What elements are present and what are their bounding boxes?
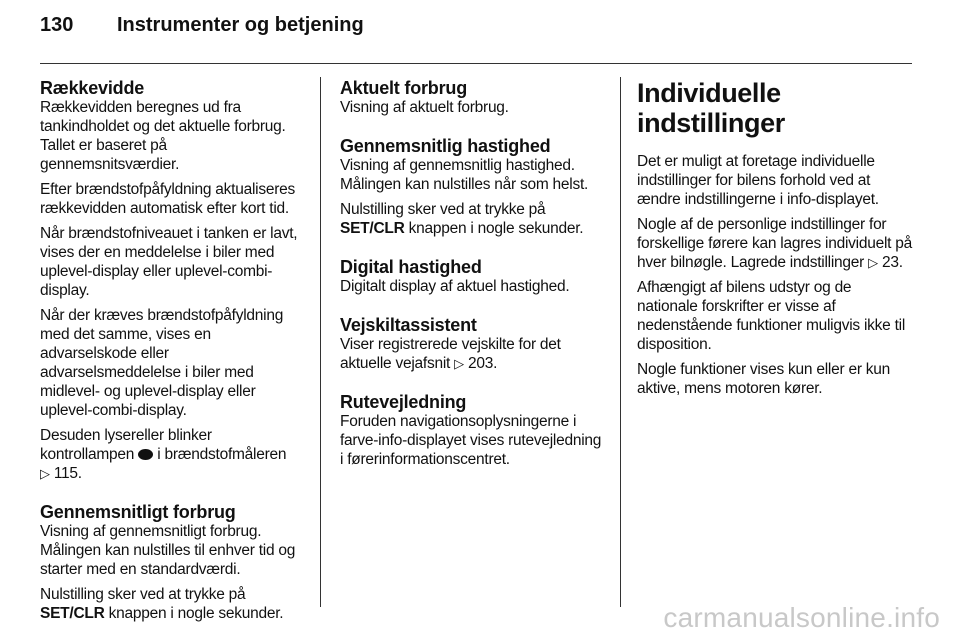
section-heading-individual-settings: Individuelle indstillinger xyxy=(637,78,785,138)
range-p5-ref[interactable]: 115. xyxy=(53,465,82,482)
column-3 xyxy=(637,78,915,404)
avg-consumption-paragraph-2 xyxy=(40,585,305,623)
section-heading-route-guidance: Rutevejledning xyxy=(340,392,467,412)
sign-assist-text: Viser registrerede vejskilte for det aktuelle vejafsnit xyxy=(340,336,561,372)
column-divider-1 xyxy=(320,77,321,607)
column-1 xyxy=(40,78,305,629)
avg-speed-paragraph-2 xyxy=(340,200,605,238)
set-clr-label: SET/CLR xyxy=(340,220,405,237)
avg-speed-p2-text: Nulstilling sker ved at trykke på xyxy=(340,201,546,218)
fuel-lamp-icon xyxy=(138,449,153,460)
sign-assist-paragraph xyxy=(340,335,605,373)
section-heading-avg-consumption: Gennemsnitligt forbrug xyxy=(40,502,236,522)
settings-paragraph-4: Nogle funktioner vises kun eller er kun aktive, mens motoren kører. xyxy=(637,361,891,397)
header-rule xyxy=(40,63,912,64)
range-paragraph-4: Når der kræves brændstofpåfyldning med det samme, vises en advarselskode eller advarselsmeddelelse i biler med midlevel- og uplevel-display eller uplevel-combi-display. xyxy=(40,307,284,419)
settings-paragraph-1: Det er muligt at foretage individuelle indstillinger for bilens forhold ved at ændre indstillingerne i info-displayet. xyxy=(637,153,879,208)
digital-speed-paragraph: Digitalt display af aktuel hastighed. xyxy=(340,278,570,295)
column-divider-2 xyxy=(620,77,621,607)
section-heading-digital-speed: Digital hastighed xyxy=(340,257,482,277)
settings-p2-text: Nogle af de personlige indstillinger for forskellige førere kan lagres individuelt på hver bilnøgle. Lagrede indstillinger xyxy=(637,216,913,271)
range-p5-text-after: i brændstofmåleren xyxy=(153,446,287,463)
page-number: 130 xyxy=(40,14,74,36)
range-p5-text: Desuden lysereller blinker kontrollampen xyxy=(40,427,212,463)
watermark: carmanualsonline.info xyxy=(663,602,940,633)
section-heading-sign-assist: Vejskiltassistent xyxy=(340,315,477,335)
page-title: Instrumenter og betjening xyxy=(117,14,364,36)
section-heading-current-consumption: Aktuelt forbrug xyxy=(340,78,467,98)
range-paragraph-5 xyxy=(40,426,305,483)
set-clr-label: SET/CLR xyxy=(40,605,105,622)
range-paragraph-1: Rækkevidden beregnes ud fra tankindholdet og det aktuelle forbrug. Tallet er baseret på gennemsnitsværdier. xyxy=(40,99,286,173)
avg-speed-paragraph-1: Visning af gennemsnitlig hastighed. Målingen kan nulstilles når som helst. xyxy=(340,157,589,193)
column-2 xyxy=(340,78,605,475)
avg-consumption-p2-text-after: knappen i nogle sekunder. xyxy=(104,605,284,622)
settings-paragraph-2 xyxy=(637,215,915,272)
avg-consumption-p2-text: Nulstilling sker ved at trykke på xyxy=(40,586,246,603)
arrow-ref-icon: ▷ xyxy=(40,466,50,481)
current-consumption-paragraph: Visning af aktuelt forbrug. xyxy=(340,99,509,116)
range-paragraph-2: Efter brændstofpåfyldning aktualiseres rækkevidden automatisk efter kort tid. xyxy=(40,181,296,217)
section-heading-avg-speed: Gennemsnitlig hastighed xyxy=(340,136,551,156)
settings-p2-ref[interactable]: 23. xyxy=(881,254,903,271)
route-guidance-paragraph: Foruden navigationsoplysningerne i farve-info-displayet vises rutevejledning i førerinformationscentret. xyxy=(340,413,602,468)
avg-speed-p2-text-after: knappen i nogle sekunder. xyxy=(404,220,584,237)
settings-paragraph-3: Afhængigt af bilens udstyr og de nationale forskrifter er visse af nedenstående funktioner muligvis ikke til disposition. xyxy=(637,279,906,353)
avg-consumption-paragraph-1: Visning af gennemsnitligt forbrug. Målingen kan nulstilles til enhver tid og starter med en standardværdi. xyxy=(40,523,296,578)
sign-assist-ref[interactable]: 203. xyxy=(467,355,498,372)
arrow-ref-icon: ▷ xyxy=(454,356,464,371)
range-paragraph-3: Når brændstofniveauet i tanken er lavt, vises der en meddelelse i biler med uplevel-display eller uplevel-combi-display. xyxy=(40,225,298,299)
arrow-ref-icon: ▷ xyxy=(868,255,878,270)
section-heading-range: Rækkevidde xyxy=(40,78,145,98)
